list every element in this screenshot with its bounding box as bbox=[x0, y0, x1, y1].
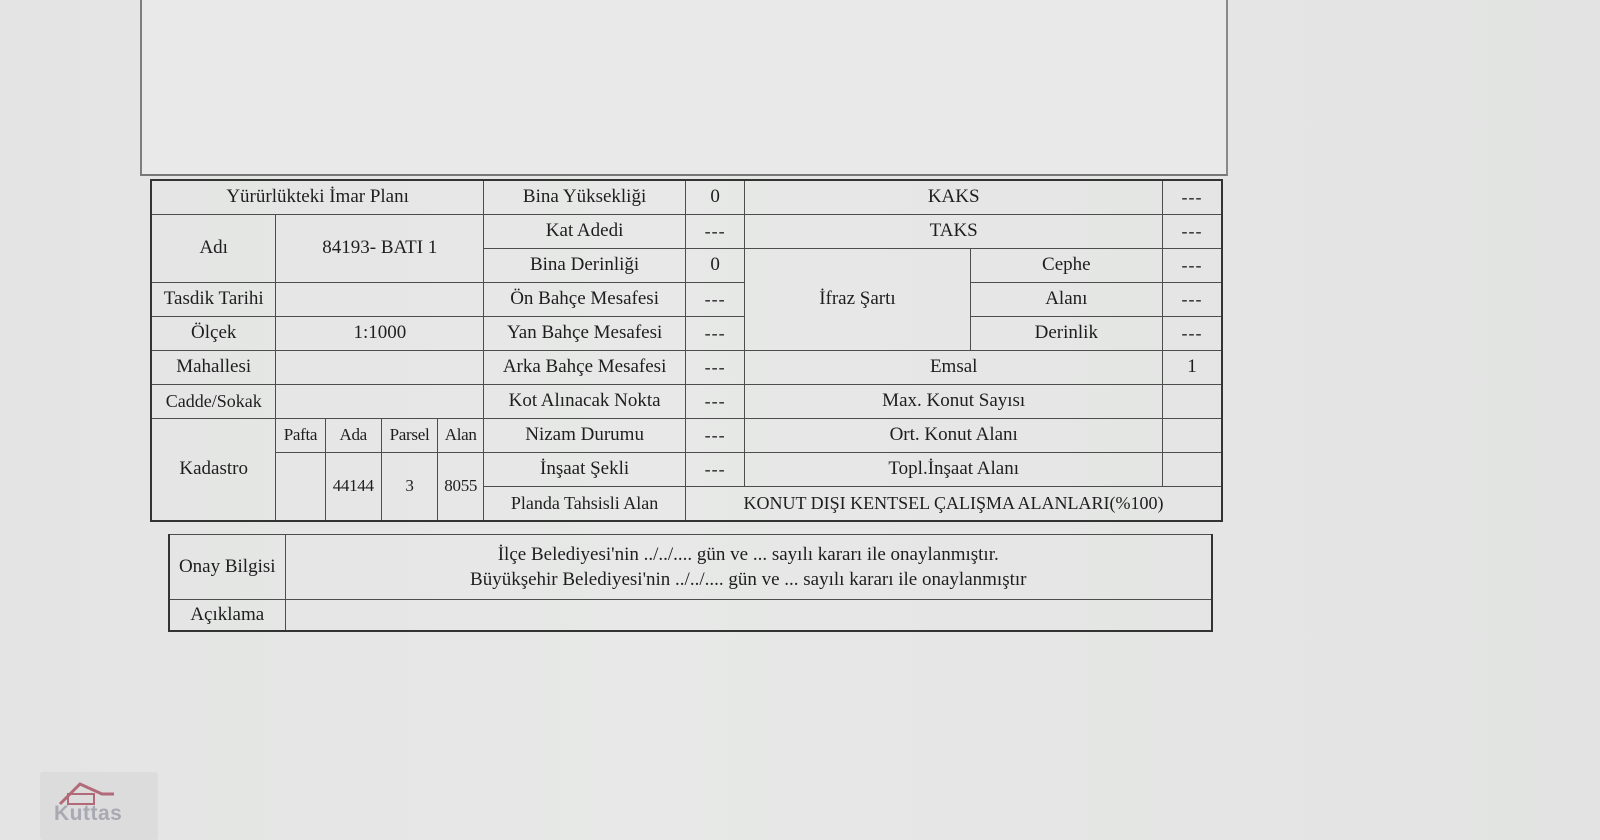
bina-derinligi-value: 0 bbox=[685, 249, 744, 283]
ort-konut-label: Ort. Konut Alanı bbox=[745, 419, 1163, 453]
paper-top-margin bbox=[140, 0, 1228, 176]
ifraz-sarti-label: İfraz Şartı bbox=[745, 249, 970, 351]
kadastro-value-pafta bbox=[276, 453, 325, 522]
cephe-label: Cephe bbox=[970, 249, 1163, 283]
cadde-sokak-value bbox=[276, 385, 484, 419]
taks-label: TAKS bbox=[745, 215, 1163, 249]
kadastro-header-alan: Alan bbox=[438, 419, 484, 453]
tasdik-tarihi-label: Tasdik Tarihi bbox=[151, 283, 276, 317]
max-konut-label: Max. Konut Sayısı bbox=[745, 385, 1163, 419]
alani-value: --- bbox=[1163, 283, 1222, 317]
kadastro-header-pafta: Pafta bbox=[276, 419, 325, 453]
emsal-label: Emsal bbox=[745, 351, 1163, 385]
cephe-value: --- bbox=[1163, 249, 1222, 283]
kadastro-value-parsel: 3 bbox=[381, 453, 437, 522]
bina-derinligi-label: Bina Derinliği bbox=[484, 249, 686, 283]
topl-insaat-value bbox=[1163, 453, 1222, 487]
ort-konut-value bbox=[1163, 419, 1222, 453]
yan-bahce-value: --- bbox=[685, 317, 744, 351]
max-konut-value bbox=[1163, 385, 1222, 419]
onay-table bbox=[168, 534, 1213, 632]
arka-bahce-label: Arka Bahçe Mesafesi bbox=[484, 351, 686, 385]
nizam-durumu-label: Nizam Durumu bbox=[484, 419, 686, 453]
tasdik-tarihi-value bbox=[276, 283, 484, 317]
derinlik-label: Derinlik bbox=[970, 317, 1163, 351]
adi-value: 84193- BATI 1 bbox=[276, 215, 484, 283]
bina-yuksekligi-value: 0 bbox=[685, 180, 744, 215]
onay-ilce-line: İlçe Belediyesi'nin ../../.... gün ve ... sayılı kararı ile onaylanmıştır. bbox=[497, 544, 999, 565]
logo-text: Kuttas bbox=[54, 802, 123, 825]
olcek-value: 1:1000 bbox=[276, 317, 484, 351]
onay-bilgisi-value bbox=[285, 535, 1212, 600]
yan-bahce-label: Yan Bahçe Mesafesi bbox=[484, 317, 686, 351]
alani-label: Alanı bbox=[970, 283, 1163, 317]
arka-bahce-value: --- bbox=[685, 351, 744, 385]
mahalle-value bbox=[276, 351, 484, 385]
kaks-value: --- bbox=[1163, 180, 1222, 215]
kadastro-value-alan: 8055 bbox=[438, 453, 484, 522]
onay-bilgisi-label: Onay Bilgisi bbox=[169, 535, 285, 600]
kat-adedi-label: Kat Adedi bbox=[484, 215, 686, 249]
derinlik-value: --- bbox=[1163, 317, 1222, 351]
kot-alinacak-label: Kot Alınacak Nokta bbox=[484, 385, 686, 419]
kat-adedi-value: --- bbox=[685, 215, 744, 249]
on-bahce-value: --- bbox=[685, 283, 744, 317]
aciklama-label: Açıklama bbox=[169, 600, 285, 632]
kaks-label: KAKS bbox=[745, 180, 1163, 215]
kot-alinacak-value: --- bbox=[685, 385, 744, 419]
mahalle-label: Mahallesi bbox=[151, 351, 276, 385]
taks-value: --- bbox=[1163, 215, 1222, 249]
plan-title: Yürürlükteki İmar Planı bbox=[151, 180, 484, 215]
insaat-sekli-label: İnşaat Şekli bbox=[484, 453, 686, 487]
aciklama-value bbox=[285, 600, 1212, 632]
olcek-label: Ölçek bbox=[151, 317, 276, 351]
adi-label: Adı bbox=[151, 215, 276, 283]
emsal-value: 1 bbox=[1163, 351, 1222, 385]
kadastro-label: Kadastro bbox=[151, 419, 276, 522]
on-bahce-label: Ön Bahçe Mesafesi bbox=[484, 283, 686, 317]
bina-yuksekligi-label: Bina Yüksekliği bbox=[484, 180, 686, 215]
nizam-durumu-value: --- bbox=[685, 419, 744, 453]
planda-tahsisli-value: KONUT DIŞI KENTSEL ÇALIŞMA ALANLARI(%100) bbox=[685, 487, 1222, 522]
planda-tahsisli-label: Planda Tahsisli Alan bbox=[484, 487, 686, 522]
kuttas-logo bbox=[40, 772, 158, 840]
onay-buyuksehir-line: Büyükşehir Belediyesi'nin ../../.... gün ve ... sayılı kararı ile onaylanmıştır bbox=[470, 569, 1027, 590]
kadastro-header-parsel: Parsel bbox=[381, 419, 437, 453]
kadastro-value-ada: 44144 bbox=[325, 453, 381, 522]
kadastro-header-ada: Ada bbox=[325, 419, 381, 453]
topl-insaat-label: Topl.İnşaat Alanı bbox=[745, 453, 1163, 487]
insaat-sekli-value: --- bbox=[685, 453, 744, 487]
imar-plan-table bbox=[150, 179, 1223, 522]
cadde-sokak-label: Cadde/Sokak bbox=[151, 385, 276, 419]
